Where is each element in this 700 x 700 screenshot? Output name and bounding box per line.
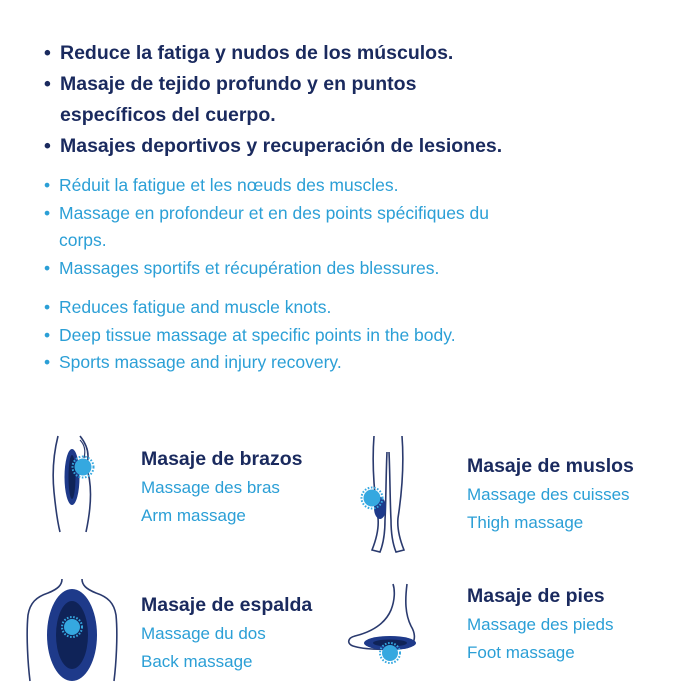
- foot-massage-label: [467, 583, 613, 667]
- area-title-es: Masaje de espalda: [141, 594, 313, 616]
- benefit-item: • Massages sportifs et récupération des blessures.: [44, 257, 440, 278]
- foot-illustration-icon: [345, 580, 435, 665]
- benefits-list-en: [44, 294, 684, 377]
- benefit-item: • Reduces fatigue and muscle knots.: [44, 297, 332, 317]
- benefits-list-fr: [44, 172, 684, 282]
- area-title-fr: Massage des cuisses: [467, 485, 630, 504]
- benefit-item: • Masajes deportivos y recuperación de lesiones.: [44, 135, 503, 157]
- area-title-fr: Massage des pieds: [467, 615, 614, 634]
- back-massage-label: [141, 592, 312, 676]
- benefit-item: • Massage en profondeur et en des points spécifiques du corps.: [44, 202, 490, 250]
- area-title-en: Arm massage: [141, 506, 246, 525]
- benefits-list-es: [44, 38, 684, 162]
- benefit-item: • Deep tissue massage at specific points in the body.: [44, 324, 456, 345]
- arm-illustration-icon: [40, 432, 110, 537]
- arm-massage-label: [141, 446, 302, 530]
- area-title-es: Masaje de pies: [467, 585, 605, 607]
- thigh-massage-label: [467, 453, 634, 537]
- area-title-es: Masaje de muslos: [467, 455, 634, 477]
- benefit-item: • Réduit la fatigue et les nœuds des muscles.: [44, 175, 399, 195]
- area-title-en: Thigh massage: [467, 513, 584, 532]
- area-title-en: Foot massage: [467, 643, 575, 662]
- benefit-item: • Sports massage and injury recovery.: [44, 352, 342, 372]
- area-title-fr: Massage du dos: [141, 624, 266, 643]
- legs-illustration-icon: [352, 432, 422, 557]
- area-title-fr: Massage des bras: [141, 478, 280, 497]
- back-illustration-icon: [22, 575, 122, 685]
- area-title-es: Masaje de brazos: [141, 448, 303, 470]
- benefit-item: • Reduce la fatiga y nudos de los músculos.: [44, 42, 454, 64]
- area-title-en: Back massage: [141, 652, 253, 671]
- benefit-item: • Masaje de tejido profundo y en puntos específicos del cuerpo.: [44, 73, 417, 126]
